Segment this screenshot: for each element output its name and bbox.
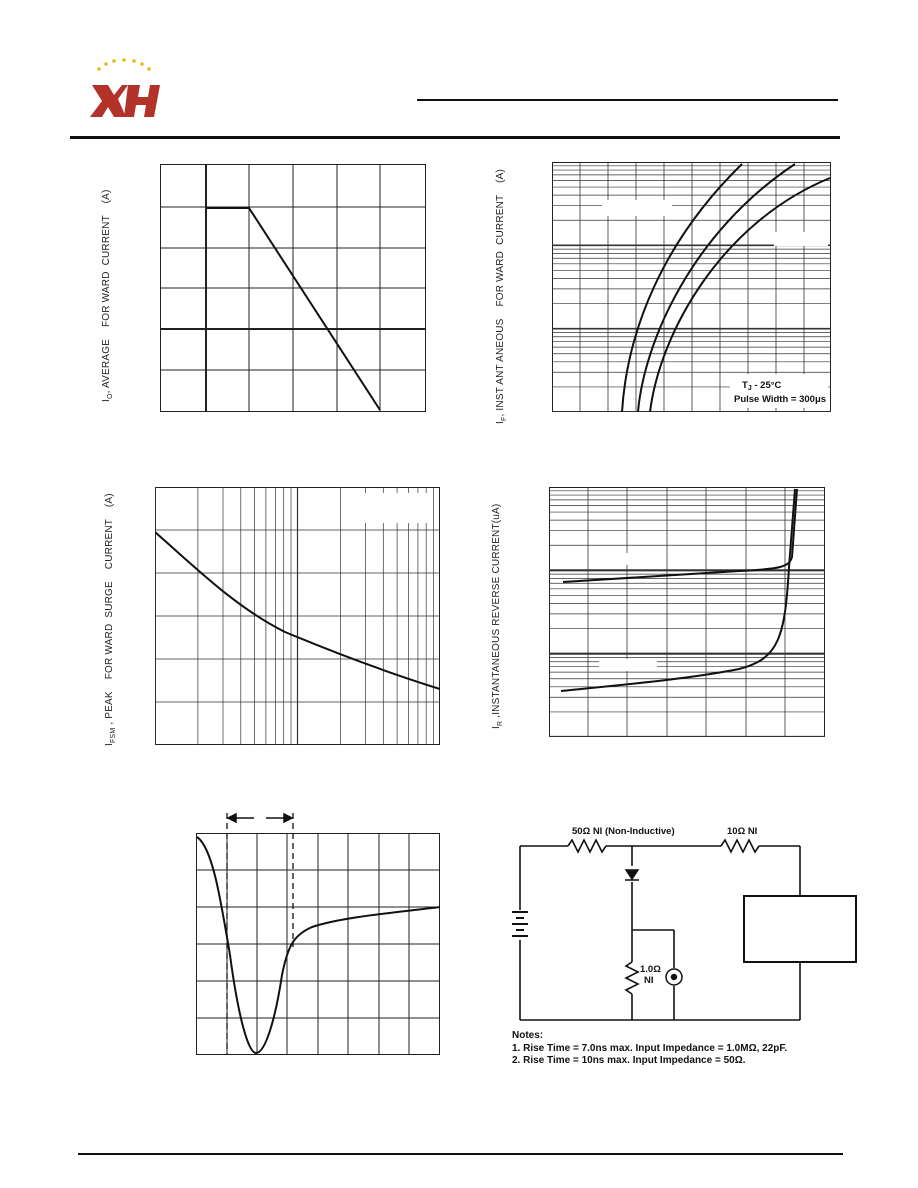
chart3-grid xyxy=(155,487,440,745)
chart2-legend-pulse: Pulse Width = 300μs xyxy=(734,394,827,405)
circuit-r3-label-1: 1.0Ω xyxy=(640,964,661,975)
header-rule xyxy=(417,99,838,101)
battery-icon xyxy=(512,912,528,936)
chart3-blank-label-area xyxy=(341,493,429,523)
chart-forward-characteristics xyxy=(552,162,831,412)
chart4-ylabel: $I_R$ ,INSTANTANEOUS REVERSE CURRENT(uA) xyxy=(491,503,504,729)
chart1-grid xyxy=(160,164,426,412)
notes-title: Notes: xyxy=(512,1030,544,1041)
company-logo xyxy=(84,55,164,125)
chart1-ylabel: $I_O$, AVERAGE FOR WARD CURRENT (A) xyxy=(101,189,114,402)
chart2-blank-label-area-2 xyxy=(774,232,828,246)
chart4-blank-label-area-2 xyxy=(599,659,657,671)
chart-forward-current-derating xyxy=(160,164,426,412)
header-divider xyxy=(70,136,840,139)
oscilloscope-box xyxy=(744,896,856,962)
test-circuit xyxy=(508,822,858,1027)
chart4-blank-label-area xyxy=(599,553,661,565)
probe-connector-icon xyxy=(666,969,682,985)
logo-mark xyxy=(90,85,160,117)
chart2-ylabel: $I_F$, INST ANT ANEOUS FOR WARD CURRENT (A) xyxy=(495,168,508,424)
chart2-legend-tj: $T_J - 25^\circ C$ xyxy=(742,380,782,392)
chart-reverse-recovery xyxy=(192,805,442,1056)
diode-icon xyxy=(625,870,639,880)
circuit-r2-label: 10Ω NI xyxy=(727,826,758,837)
chart3-ylabel: $I_{FSM}$ , PEAK FOR WARD SURGE CURRENT (A) xyxy=(104,493,117,746)
chart4-series-2 xyxy=(561,489,795,691)
resistor-r1 xyxy=(568,840,606,852)
resistor-r3 xyxy=(626,962,638,994)
notes-line-1: 1. Rise Time = 7.0ns max. Input Impedance = 1.0MΩ, 22pF. xyxy=(512,1042,788,1054)
chart5-grid xyxy=(196,833,440,1055)
chart2-blank-label-area xyxy=(602,200,672,216)
footer-divider xyxy=(78,1153,843,1155)
chart5-arrows xyxy=(228,814,292,822)
resistor-r2 xyxy=(721,840,759,852)
chart4-series-1 xyxy=(563,489,797,582)
notes-line-2: 2. Rise Time = 10ns max. Input Impedance = 50Ω. xyxy=(512,1055,746,1066)
chart4-grid xyxy=(549,487,825,737)
circuit-notes xyxy=(512,1030,787,1068)
chart-reverse-characteristics xyxy=(549,487,825,737)
circuit-r1-label: 50Ω NI (Non-Inductive) xyxy=(572,826,675,837)
chart-surge-current xyxy=(155,487,440,745)
circuit-r3-label-2: NI xyxy=(644,975,654,986)
logo-stars xyxy=(97,58,151,71)
